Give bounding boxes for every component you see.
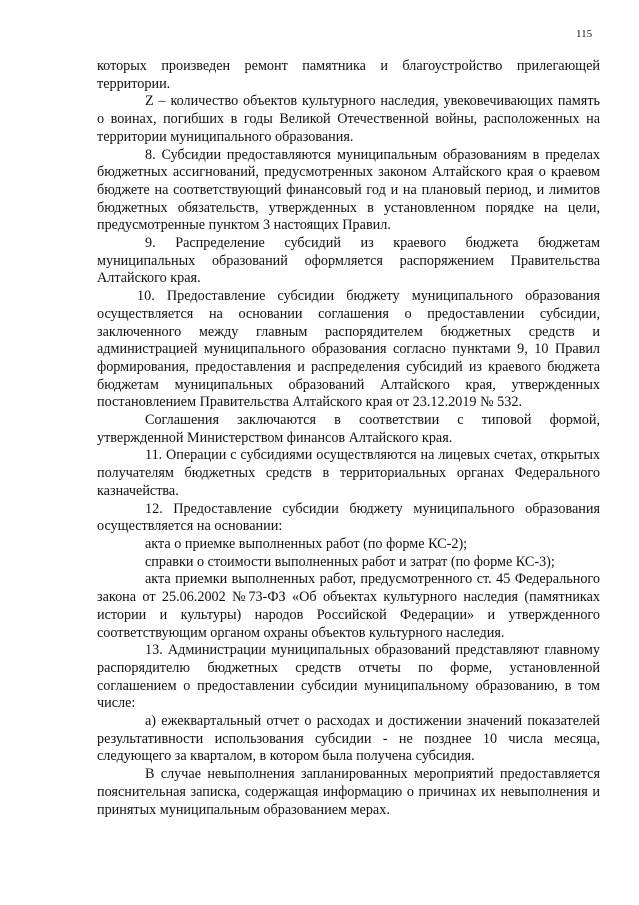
paragraph-10: 10. Предоставление субсидии бюджету муниципального образования осуществляется на основании соглашения о предоставлении субсидии, заключенного между главным распорядителем бюджетных средств и администрацией муниципального образования согласно пунктами 9, 10 Правил формирования, предоставления и распределения субсидий из краевого бюджета бюджетам муниципальных образований Алтайского края, утвержденных постановлением Правительства Алтайского края от 23.12.2019 № 532. [97, 288, 600, 411]
paragraph-11: 11. Операции с субсидиями осуществляются на лицевых счетах, открытых получателям бюджетных средств в территориальных органах Федерального казначейства. [97, 447, 600, 499]
paragraph-agreements: Соглашения заключаются в соответствии с типовой формой, утвержденной Министерством финансов Алтайского края. [97, 412, 600, 446]
paragraph-continuation: которых произведен ремонт памятника и благоустройство прилегающей территории. [97, 58, 600, 92]
paragraph-13: 13. Администрации муниципальных образований представляют главному распорядителю бюджетных средств отчеты по форме, установленной соглашением о предоставлении субсидии муниципальному образованию, в том числе: [97, 642, 600, 712]
document-body [97, 58, 600, 819]
list-item-acceptance-act: акта приемки выполненных работ, предусмотренного ст. 45 Федерального закона от 25.06.2002 №73-ФЗ «Об объектах культурного наследия (памятниках истории и культуры) народов Российской Федерации» и утвержденного соответствующим органом охраны объектов культурного наследия. [97, 571, 600, 641]
paragraph-9: 9. Распределение субсидий из краевого бюджета бюджетам муниципальных образований оформляется распоряжением Правительства Алтайского края. [97, 235, 600, 287]
page-number: 115 [576, 28, 593, 40]
paragraph-z-definition: Z – количество объектов культурного наследия, увековечивающих память о воинах, погибших в годы Великой Отечественной войны, расположенных на территории муниципального образования. [97, 93, 600, 145]
paragraph-explanatory-note: В случае невыполнения запланированных мероприятий предоставляется пояснительная записка, содержащая информацию о причинах их невыполнения и принятых муниципальным образованием мерах. [97, 766, 600, 818]
list-item-quarterly-report: а) ежеквартальный отчет о расходах и достижении значений показателей результативности использования субсидии - не позднее 10 числа месяца, следующего за кварталом, в котором была получена субсидия. [97, 713, 600, 765]
list-item-ks3: справки о стоимости выполненных работ и затрат (по форме КС-3); [145, 553, 555, 570]
list-item-ks2: акта о приемке выполненных работ (по форме КС-2); [145, 535, 468, 552]
paragraph-8: 8. Субсидии предоставляются муниципальным образованиям в пределах бюджетных ассигнований, предусмотренных законом Алтайского края о краевом бюджете на соответствующий финансовый год и на плановый период, и лимитов бюджетных обязательств, утвержденных в установленном порядке на цели, предусмотренные пунктом 3 настоящих Правил. [97, 146, 600, 234]
paragraph-12: 12. Предоставление субсидии бюджету муниципального образования осуществляется на основании: [97, 500, 600, 535]
